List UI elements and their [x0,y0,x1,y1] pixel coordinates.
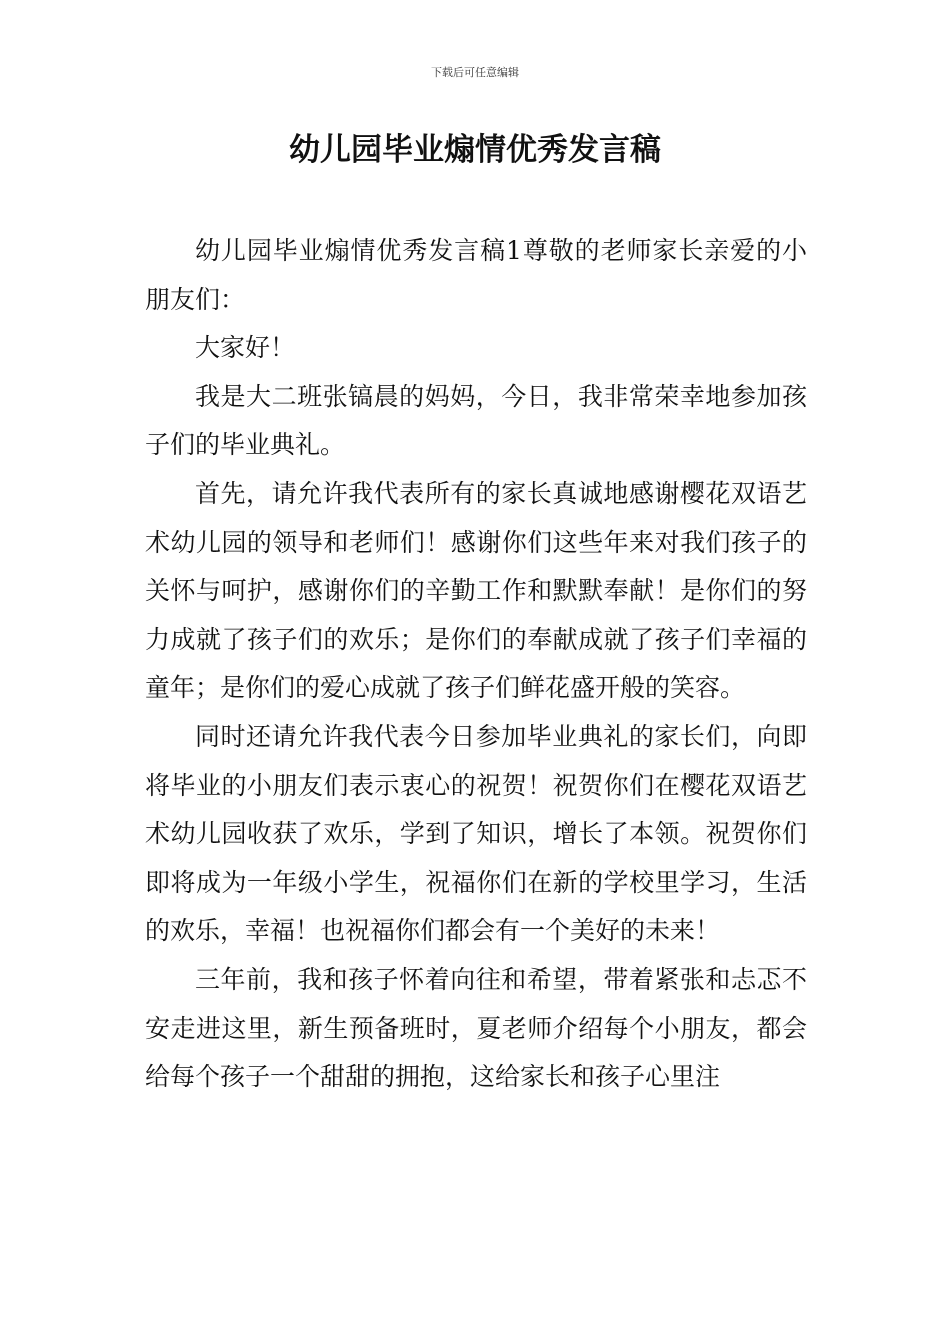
paragraph-self-intro: 我是大二班张镐晨的妈妈，今日，我非常荣幸地参加孩子们的毕业典礼。 [145,381,807,460]
paragraph-memories: 三年前，我和孩子怀着向往和希望，带着紧张和忐忑不安走进这里，新生预备班时，夏老师介绍每个小朋友，都会给每个孩子一个甜甜的拥抱，这给家长和孩子心里注 [145,964,807,1092]
document-body [145,227,807,1102]
paragraph-thanks: 首先，请允许我代表所有的家长真诚地感谢樱花双语艺术幼儿园的领导和老师们！感谢你们这些年来对我们孩子的关怀与呵护，感谢你们的辛勤工作和默默奉献！是你们的努力成就了孩子们的欢乐；是你们的奉献成就了孩子们幸福的童年；是你们的爱心成就了孩子们鲜花盛开般的笑容。 [145,478,807,703]
paragraph-congrats: 同时还请允许我代表今日参加毕业典礼的家长们，向即将毕业的小朋友们表示衷心的祝贺！祝贺你们在樱花双语艺术幼儿园收获了欢乐，学到了知识，增长了本领。祝贺你们即将成为一年级小学生，祝福你们在新的学校里学习，生活的欢乐，幸福！也祝福你们都会有一个美好的未来！ [145,721,807,946]
header-note: 下载后可任意编辑 [431,66,519,79]
document-title: 幼儿园毕业煽情优秀发言稿 [289,132,661,168]
paragraph-greeting: 大家好！ [195,333,296,363]
paragraph-intro: 幼儿园毕业煽情优秀发言稿1尊敬的老师家长亲爱的小朋友们： [145,236,807,314]
